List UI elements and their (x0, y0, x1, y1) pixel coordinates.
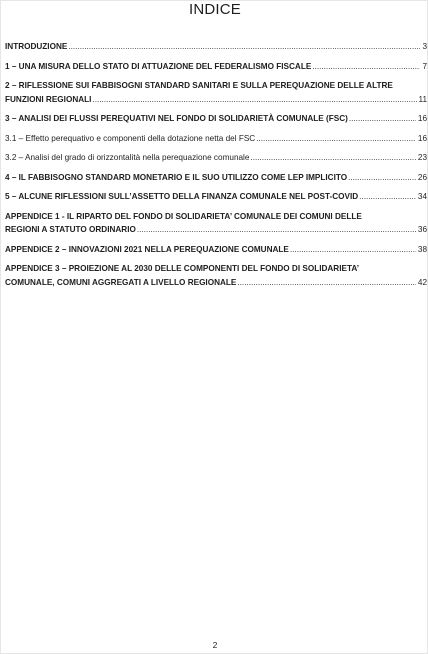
toc-leader-dots (348, 171, 416, 185)
toc-entry-section-3-1[interactable] (5, 132, 428, 146)
toc-leader-dots (250, 151, 415, 165)
toc-entry-section-2[interactable] (5, 79, 428, 106)
toc-entry-title: 4 – IL FABBISOGNO STANDARD MONETARIO E IL SUO UTILIZZO COME LEP IMPLICITO (5, 172, 348, 182)
toc-page-number: 16 (417, 114, 427, 123)
toc-leader-dots (68, 40, 420, 54)
toc-entry-title: 5 – ALCUNE RIFLESSIONI SULL’ASSETTO DELLA FINANZA COMUNALE NEL POST-COVID (5, 192, 359, 201)
toc-entry-appendice-1[interactable] (5, 210, 428, 237)
toc-entry-section-3-2[interactable] (5, 151, 428, 165)
toc-entry-introduzione[interactable] (5, 40, 428, 54)
table-of-contents (5, 40, 428, 289)
toc-entry-section-5[interactable] (5, 190, 428, 204)
toc-entry-section-3[interactable] (5, 112, 428, 126)
toc-page-number: 34 (417, 192, 427, 201)
toc-leader-dots (256, 132, 416, 146)
toc-entry-title-line2: COMUNALE, COMUNI AGGREGATI A LIVELLO REGIONALE (5, 277, 237, 287)
toc-leader-dots (290, 243, 416, 257)
toc-leader-dots (137, 223, 416, 237)
toc-entry-title: 1 – UNA MISURA DELLO STATO DI ATTUAZIONE DEL FEDERALISMO FISCALE (5, 61, 312, 71)
toc-leader-dots (349, 112, 416, 126)
toc-page-number: 11 (418, 94, 427, 104)
toc-entry-title-line2: REGIONI A STATUTO ORDINARIO (5, 225, 136, 234)
toc-entry-title: 3.2 – Analisi del grado di orizzontalità nella perequazione comunale (5, 153, 250, 162)
toc-entry-section-4[interactable] (5, 171, 428, 185)
toc-page-number: 36 (417, 225, 427, 234)
toc-page-number: 16 (417, 133, 427, 143)
toc-entry-title: APPENDICE 2 – INNOVAZIONI 2021 NELLA PEREQUAZIONE COMUNALE (5, 244, 289, 254)
toc-entry-appendice-2[interactable] (5, 243, 428, 257)
toc-page-number: 7 (422, 61, 427, 71)
toc-page-number: 3 (422, 42, 427, 51)
toc-entry-appendice-3[interactable] (5, 262, 428, 289)
toc-entry-title-line1: APPENDICE 3 – PROIEZIONE AL 2030 DELLE COMPONENTI DEL FONDO DI SOLIDARIETA’ (5, 264, 360, 273)
toc-page-number: 26 (417, 172, 427, 182)
footer-page-number: 2 (212, 640, 218, 650)
toc-entry-section-1[interactable] (5, 60, 428, 74)
toc-leader-dots (237, 276, 416, 290)
toc-leader-dots (312, 60, 420, 74)
toc-entry-title-line1: APPENDICE 1 - IL RIPARTO DEL FONDO DI SOLIDARIETA’ COMUNALE DEI COMUNI DELLE (5, 211, 362, 221)
toc-page-number: 38 (417, 244, 427, 254)
toc-entry-title: 3.1 – Effetto perequativo e componenti della dotazione netta del FSC (5, 133, 256, 143)
toc-leader-dots (92, 93, 416, 107)
toc-entry-title: 3 – ANALISI DEI FLUSSI PEREQUATIVI NEL FONDO DI SOLIDARIETÀ COMUNALE (FSC) (5, 114, 348, 123)
page-title: INDICE (188, 1, 242, 18)
toc-page-number: 23 (417, 153, 427, 162)
toc-entry-title-line2: FUNZIONI REGIONALI (5, 94, 92, 104)
toc-leader-dots (359, 190, 416, 204)
toc-entry-title: INTRODUZIONE (5, 42, 68, 51)
toc-page-number: 42 (417, 277, 427, 287)
toc-entry-title-line1: 2 – RIFLESSIONE SUI FABBISOGNI STANDARD SANITARI E SULLA PEREQUAZIONE DELLE ALTRE (5, 81, 393, 90)
